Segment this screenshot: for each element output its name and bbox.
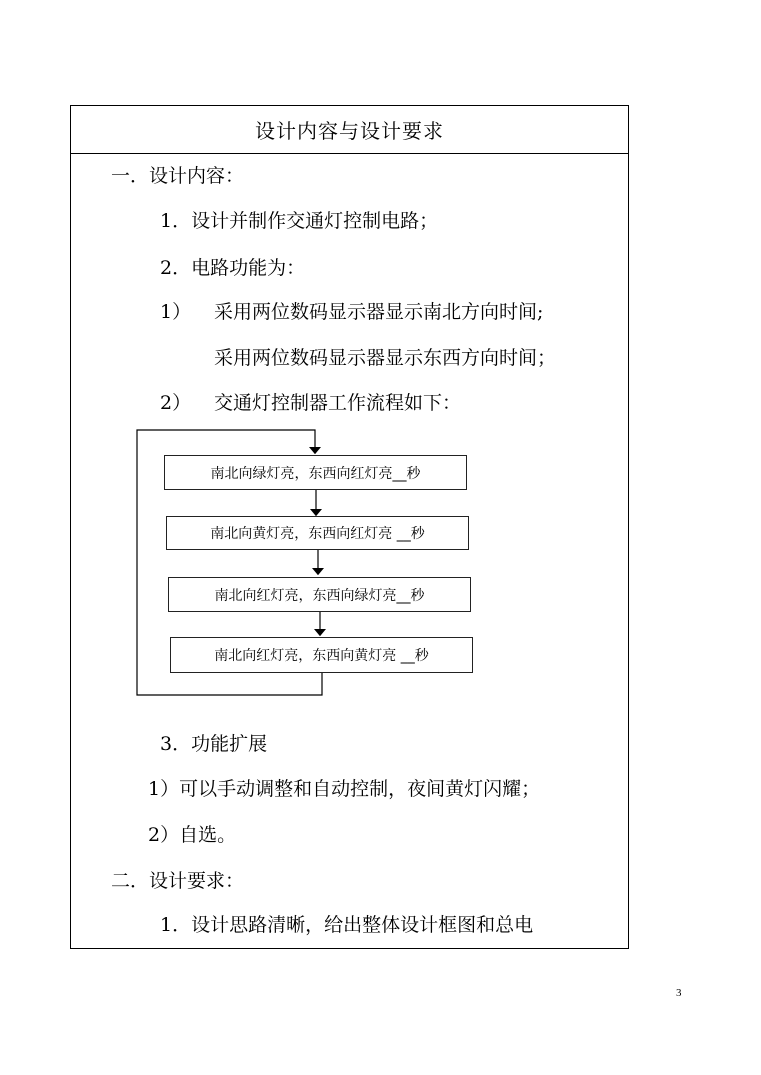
extension-1: 1）可以手动调整和自动控制，夜间黄灯闪耀； (148, 778, 541, 800)
sub1-line2: 采用两位数码显示器显示东西方向时间； (214, 347, 557, 369)
flow-step-4-label: 南北向红灯亮，东西向黄灯亮 __秒 (214, 648, 429, 664)
item3-text: 3．功能扩展 (160, 733, 268, 755)
flow-step-3 (168, 577, 471, 612)
flow-step-2 (166, 516, 469, 550)
flow-step-4 (170, 637, 473, 673)
table-header-title: 设计内容与设计要求 (255, 119, 444, 143)
section2-heading: 二．设计要求： (111, 870, 245, 892)
flow-step-1-label: 南北向绿灯亮，东西向红灯亮__秒 (210, 465, 421, 482)
sub2-number: 2） (160, 392, 192, 414)
sub2-text: 交通灯控制器工作流程如下： (214, 392, 462, 414)
requirement-1: 1．设计思路清晰，给出整体设计框图和总电 (160, 914, 534, 936)
section1-heading: 一．设计内容： (111, 165, 245, 187)
page-number: 3 (676, 987, 682, 999)
flow-step-1 (164, 455, 467, 490)
item1-text: 1．设计并制作交通灯控制电路； (160, 210, 439, 232)
item2-text: 2．电路功能为： (160, 257, 306, 279)
flow-step-3-label: 南北向红灯亮，东西向绿灯亮__秒 (214, 587, 425, 604)
sub1-line1: 采用两位数码显示器显示南北方向时间; (214, 301, 544, 323)
sub1-number: 1） (160, 301, 192, 323)
extension-2: 2）自选。 (148, 824, 237, 846)
flow-step-2-label: 南北向黄灯亮，东西向红灯亮 __秒 (210, 526, 425, 542)
